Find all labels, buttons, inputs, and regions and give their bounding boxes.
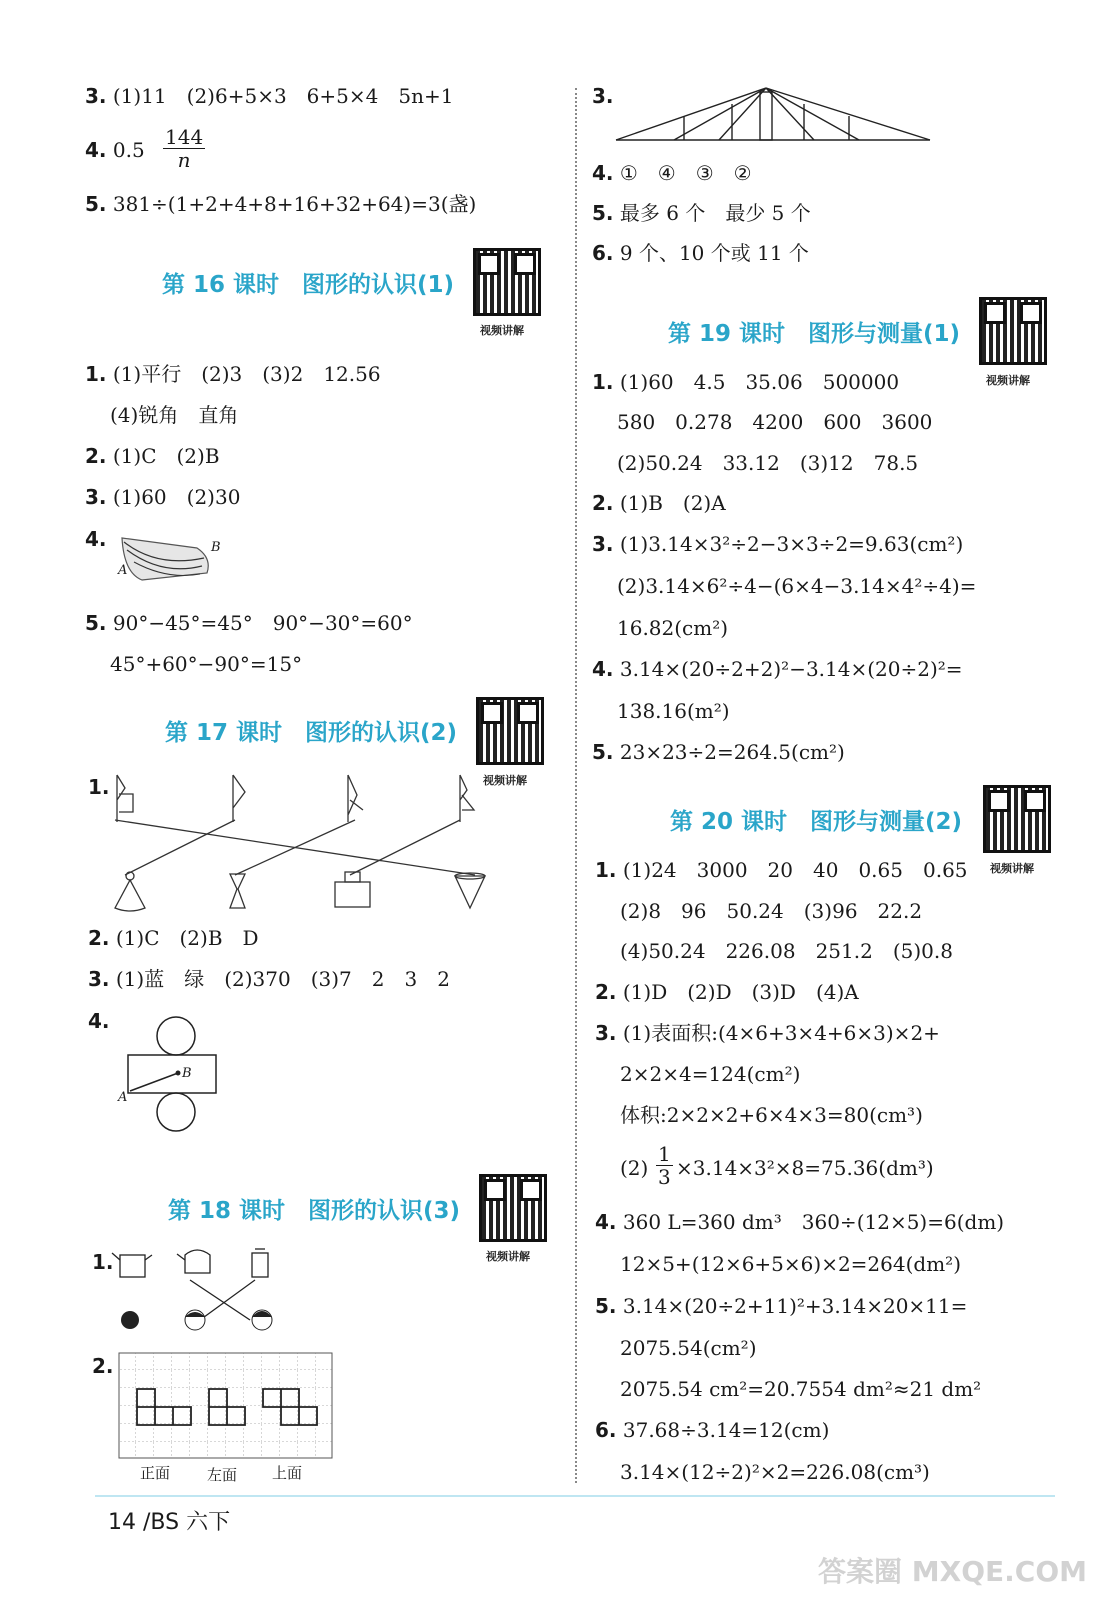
lesson-19-title: 第 19 课时 图形与测量(1) — [668, 321, 961, 347]
lesson-20-title: 第 20 课时 图形与测量(2) — [670, 809, 963, 835]
fraction: $\frac{144}{n}$ — [165, 125, 204, 172]
answer-line: 5. 90°−45°=45° 90°−30°=60° — [85, 611, 413, 635]
lesson-16-title: 第 16 课时 图形的认识(1) — [162, 272, 455, 298]
answer-line: 5. 381÷(1+2+4+8+16+32+64)=3(盏) — [85, 192, 477, 216]
answer-line: 5. 最多 6 个 最少 5 个 — [592, 201, 811, 225]
answer-line: 4. — [88, 1009, 110, 1033]
answer-line: 3. (1)表面积:(4×6+3×4+6×3)×2+ — [595, 1021, 940, 1045]
qr-code[interactable] — [983, 785, 1051, 853]
answer-line: (4)锐角 直角 — [110, 403, 239, 427]
qr-code[interactable] — [473, 248, 541, 316]
lesson-17-title: 第 17 课时 图形的认识(2) — [165, 720, 458, 746]
answer-line: 2. (1)D (2)D (3)D (4)A — [595, 980, 859, 1004]
answer-line: 2. (1)C (2)B D — [88, 926, 259, 950]
front-view-caption: 正面 — [140, 1464, 171, 1482]
three-view-grid — [118, 1352, 334, 1460]
column-divider — [575, 88, 577, 1483]
answer-line: 16.82(cm²) — [617, 616, 729, 640]
answer-line: 2. — [92, 1354, 114, 1378]
answer-line: 4. ① ④ ③ ② — [592, 161, 752, 185]
fraction: $\frac{1}{3}$ — [658, 1142, 671, 1189]
answer-line: 2075.54 cm²=20.7554 dm²≈21 dm² — [620, 1377, 982, 1401]
answer-line: 138.16(m²) — [617, 699, 730, 723]
qr-label: 视频讲解 — [990, 862, 1034, 875]
answer-line: 4. 0.5 — [85, 138, 145, 162]
answer-line: 1. — [88, 775, 110, 799]
cylinder-path-figure — [112, 528, 222, 588]
bridge-figure — [614, 84, 934, 144]
point-a-label: A — [118, 1090, 128, 1105]
qr-code[interactable] — [476, 697, 544, 765]
answer-line: (2)3.14×6²÷4−(6×4−3.14×4²÷4)= — [617, 574, 977, 598]
answer-line: 3. (1)蓝 绿 (2)370 (3)7 2 3 2 — [88, 967, 450, 991]
answer-line: 3. (1)60 (2)30 — [85, 485, 241, 509]
left-view-caption: 左面 — [207, 1466, 238, 1484]
answer-line: 5. 3.14×(20÷2+11)²+3.14×20×11= — [595, 1294, 968, 1318]
cylinder-net-figure — [118, 1015, 228, 1133]
answer-line: 2×2×4=124(cm²) — [620, 1062, 801, 1086]
footer-rule — [95, 1495, 1055, 1497]
answer-line: 2. (1)C (2)B — [85, 444, 220, 468]
answer-line: 3.14×(12÷2)²×2=226.08(cm³) — [620, 1460, 930, 1484]
qr-code[interactable] — [479, 1174, 547, 1242]
watermark: 答案圈 MXQE.COM — [818, 1555, 1087, 1588]
answer-line: (2) — [620, 1156, 649, 1180]
qr-code[interactable] — [979, 297, 1047, 365]
answer-line: 4. — [85, 527, 107, 551]
point-a-label: A — [118, 563, 128, 578]
page-footer: 14 /BS 六下 — [108, 1510, 231, 1535]
answer-line: 580 0.278 4200 600 3600 — [617, 410, 933, 434]
answer-line: (2)50.24 33.12 (3)12 78.5 — [617, 451, 919, 475]
answer-line: (4)50.24 226.08 251.2 (5)0.8 — [620, 939, 953, 963]
answer-line: 1. (1)24 3000 20 40 0.65 0.65 — [595, 858, 968, 882]
lesson-18-title: 第 18 课时 图形的认识(3) — [168, 1198, 461, 1224]
answer-line: 体积:2×2×2+6×4×3=80(cm³) — [620, 1103, 923, 1127]
answer-line: ×3.14×3²×8=75.36(dm³) — [676, 1156, 934, 1180]
answer-line: 3. — [592, 84, 614, 108]
answer-line: 1. (1)平行 (2)3 (3)2 12.56 — [85, 362, 381, 386]
answer-line: 2. (1)B (2)A — [592, 491, 726, 515]
answer-line: 1. (1)60 4.5 35.06 500000 — [592, 370, 900, 394]
answer-line: 6. 37.68÷3.14=12(cm) — [595, 1418, 830, 1442]
answer-line: 2075.54(cm²) — [620, 1336, 757, 1360]
answer-line: 6. 9 个、10 个或 11 个 — [592, 241, 809, 265]
qr-label: 视频讲解 — [986, 374, 1030, 387]
qr-label: 视频讲解 — [483, 774, 527, 787]
answer-line: 3. (1)3.14×3²÷2−3×3÷2=9.63(cm²) — [592, 532, 964, 556]
teapot-matching-figure — [110, 1245, 285, 1333]
answer-line: 3. (1)11 (2)6+5×3 6+5×4 5n+1 — [85, 84, 454, 108]
answer-line: 45°+60°−90°=15° — [110, 652, 303, 676]
point-b-label: B — [182, 1066, 192, 1081]
answer-line: 5. 23×23÷2=264.5(cm²) — [592, 740, 845, 764]
answer-line: 12×5+(12×6+5×6)×2=264(dm²) — [620, 1252, 961, 1276]
answer-line: (2)8 96 50.24 (3)96 22.2 — [620, 899, 923, 923]
answer-line: 4. 3.14×(20÷2+2)²−3.14×(20÷2)²= — [592, 657, 963, 681]
matching-figure — [105, 770, 505, 915]
qr-label: 视频讲解 — [486, 1250, 530, 1263]
point-b-label: B — [211, 540, 221, 555]
top-view-caption: 上面 — [272, 1464, 303, 1482]
answer-line: 1. — [92, 1250, 114, 1274]
qr-label: 视频讲解 — [480, 324, 524, 337]
answer-line: 4. 360 L=360 dm³ 360÷(12×5)=6(dm) — [595, 1210, 1005, 1234]
